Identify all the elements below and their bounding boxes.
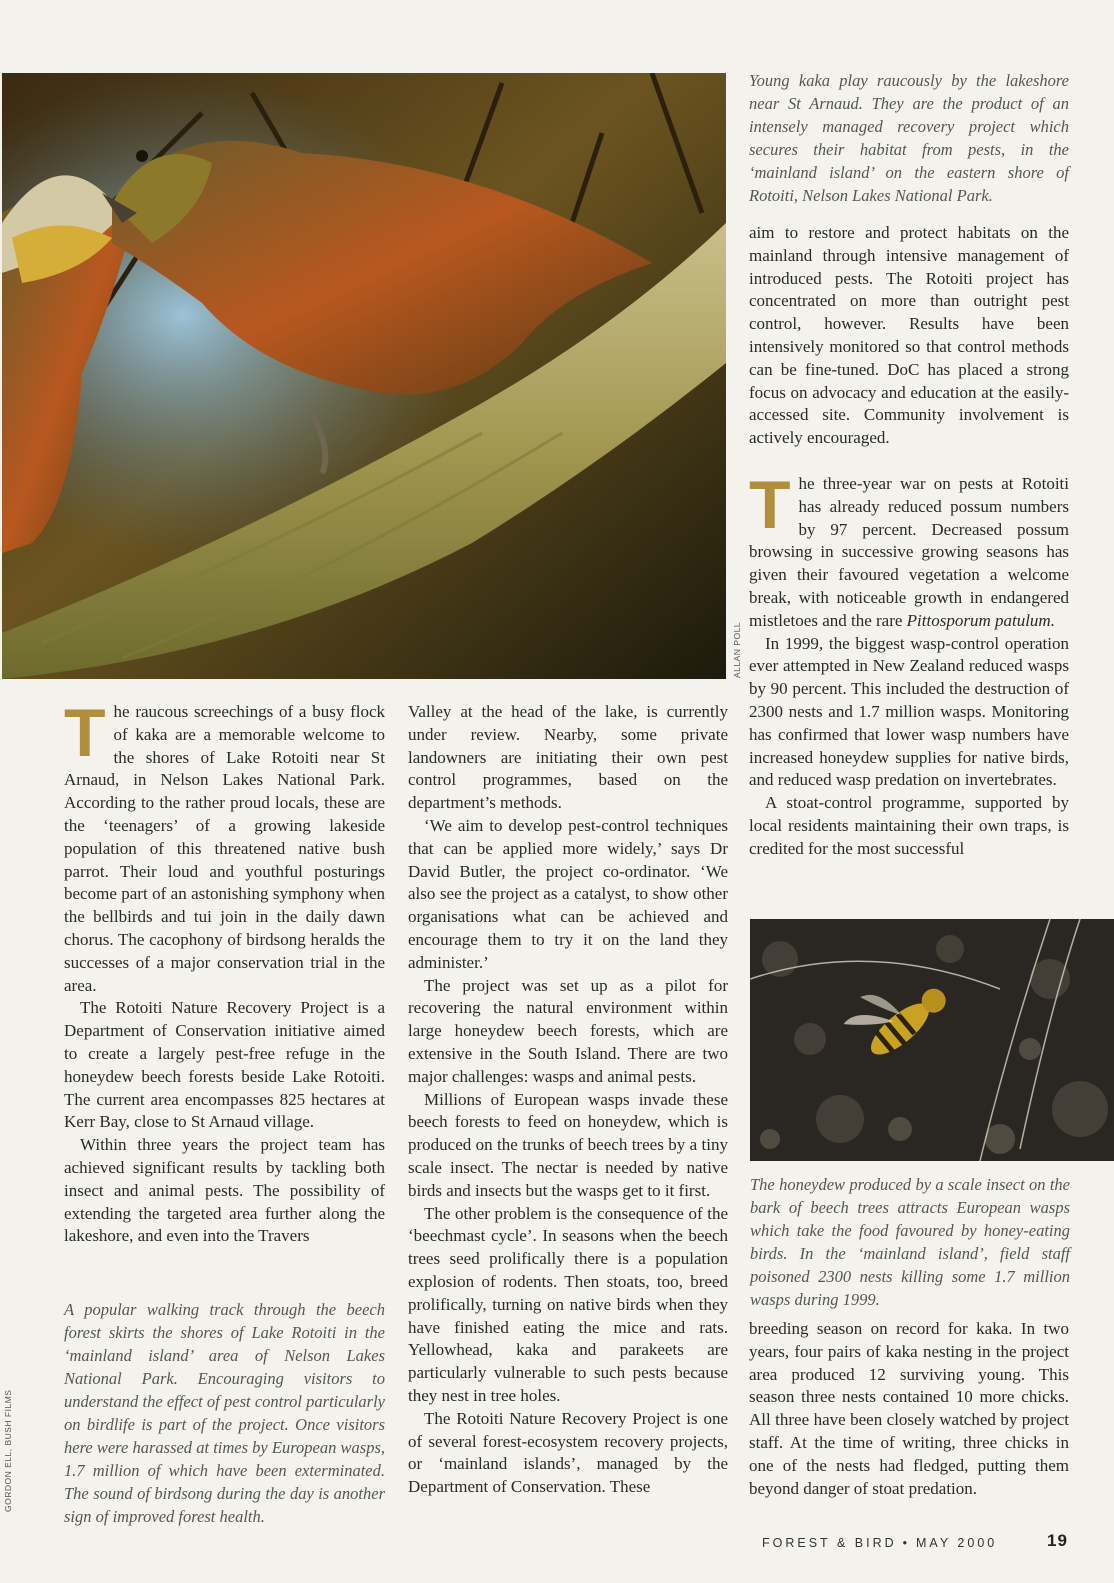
wasp-photo-caption: The honeydew produced by a scale insect on the bark of beech trees attracts European wasps which take the food favoured by honey-eating birds. In the ‘mainland island’, field staff poisoned 2300 nests killing some 1.7 million wasps during 1999. (750, 1175, 1070, 1309)
paragraph: The other problem is the consequence of the ‘beechmast cycle’. In seasons when the beech trees seed prolifically there is a population explosion of rodents. Then stoats, too, breed prolifically, turning on native birds when they have finished eating the mice and rats. Yellowhead, kaka and parakeets are particularly vulnerable to such pests because they nest in tree holes. (408, 1203, 728, 1405)
drop-cap: T (749, 467, 791, 543)
species-name: Pittosporum patulum. (906, 610, 1055, 630)
page-footer (762, 1536, 997, 1550)
paragraph-text: he three-year war on pests at Rotoiti has already reduced possum numbers by 97 percent. Decreased possum browsing in successive growing seasons has given their favoured vegetation a welcome break, with noticeable growth in endangered mistletoes and the rare (749, 474, 1069, 630)
paragraph: aim to restore and protect habitats on the mainland through intensive management of introduced pests. The Rotoiti project has concentrated on more than outright pest control, however. Results have been intensively monitored so that control methods can be fine-tuned. DoC has placed a strong focus on advocacy and education at the easily-accessed site. Community involvement is actively encouraged. (749, 223, 1069, 448)
paragraph: In 1999, the biggest wasp-control operation ever attempted in New Zealand reduced wasps by 90 percent. This included the destruction of 2300 nests and 1.7 million wasps. Monitoring has confirmed that lower wasp numbers have increased honeydew supplies for native birds, and reduced wasp predation on invertebrates. (749, 633, 1069, 790)
paragraph: ‘We aim to develop pest-control techniques that can be applied more widely,’ says Dr David Butler, the project co-ordinator. ‘We also see the project as a catalyst, to show other organisations what can be achieved and encourage them to try it on the land they administer.’ (408, 815, 728, 972)
photo-credit-gordon-ell: GORDON ELL, BUSH FILMS (3, 1389, 13, 1512)
kaka-photo-caption: Young kaka play raucously by the lakeshore near St Arnaud. They are the product of an intensely managed recovery project which secures their habitat from pests, in the ‘mainland island’ on the eastern shore of Rotoiti, Nelson Lakes National Park. (749, 71, 1069, 205)
wasp-photo (750, 919, 1114, 1161)
paragraph-text: he raucous screechings of a busy flock of kaka are a memorable welcome to the shores of Lake Rotoiti near St Arnaud, in Nelson Lakes National Park. According to the rather proud locals, these are the ‘teenagers’ of a growing lakeside population of this threatened native bush parrot. Their loud and youthful posturings become part of an astonishing symphony when the bellbirds and tui join in the daily dawn chorus. The cacophony of birdsong heralds the successes of a major conservation trial in the area. (64, 702, 385, 995)
wasp-illustration (750, 919, 1114, 1161)
body-column-3-bottom (749, 1318, 1069, 1500)
footer-bullet: • (902, 1536, 911, 1550)
kaka-illustration (2, 73, 726, 679)
paragraph: A stoat-control programme, supported by local residents maintaining their own traps, is credited for the most successful (749, 793, 1069, 858)
body-column-2 (408, 701, 728, 1499)
magazine-name: FOREST & BIRD (762, 1536, 897, 1550)
paragraph: breeding season on record for kaka. In two years, four pairs of kaka nesting in the project area produced 12 surviving young. This season three nests contained 10 more chicks. All three have been closely watched by project staff. At the time of writing, three chicks in one of the nests had fledged, putting them beyond danger of stoat predation. (749, 1319, 1069, 1498)
kaka-photo (2, 73, 726, 679)
paragraph: The project was set up as a pilot for recovering the natural environment within large honeydew beech forests, which are extensive in the South Island. There are two major challenges: wasps and animal pests. (408, 975, 728, 1086)
paragraph (64, 695, 385, 997)
body-column-1 (64, 695, 385, 1248)
body-column-3-middle (749, 467, 1069, 861)
issue-date: MAY 2000 (916, 1536, 998, 1550)
paragraph: The Rotoiti Nature Recovery Project is a Department of Conservation initiative aimed to create a largely pest-free refuge in the honeydew beech forests beside Lake Rotoiti. The current area encompasses 825 hectares at Kerr Bay, close to St Arnaud village. (64, 998, 385, 1132)
paragraph: The Rotoiti Nature Recovery Project is one of several forest-ecosystem recovery projects, or ‘mainland islands’, managed by the Department of Conservation. These (408, 1408, 728, 1497)
page-number: 19 (1047, 1531, 1068, 1550)
drop-cap: T (64, 695, 106, 771)
photo-credit-allan-poll: ALLAN POLL (732, 621, 742, 678)
walking-track-caption: A popular walking track through the beech forest skirts the shores of Lake Rotoiti in the ‘mainland island’ area of Nelson Lakes National Park. Encouraging visitors to understand the effect of pest control particularly on birdlife is part of the project. Once visitors here were harassed at times by European wasps, 1.7 million of which have been exterminated. The sound of birdsong during the day is another sign of improved forest health. (64, 1300, 385, 1526)
paragraph: Millions of European wasps invade these beech forests to feed on honeydew, which is produced on the trunks of beech trees by a tiny scale insect. The nectar is needed by native birds and insects but the wasps get to it first. (408, 1089, 728, 1200)
body-column-3-top (749, 222, 1069, 450)
paragraph (749, 467, 1069, 633)
paragraph: Valley at the head of the lake, is currently under review. Nearby, some private landowners are initiating their own pest control programmes, based on the department’s methods. (408, 702, 728, 813)
paragraph: Within three years the project team has achieved significant results by tackling both insect and animal pests. The possibility of extending the targeted area further along the lakeshore, and even into the Travers (64, 1135, 385, 1246)
